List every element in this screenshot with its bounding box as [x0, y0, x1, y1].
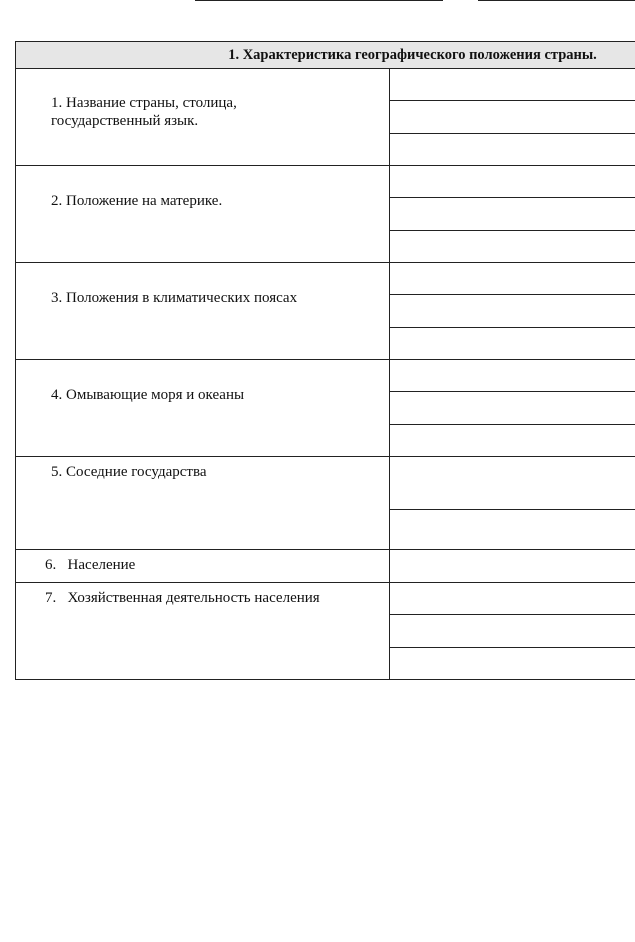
row-label: 7. Хозяйственная деятельность населения [16, 583, 390, 679]
signature-line-left [195, 0, 443, 1]
row-label: 4. Омывающие моря и океаны [16, 360, 390, 456]
row-label: 5. Соседние государства [16, 457, 390, 549]
worksheet-table [15, 41, 635, 680]
answer-line[interactable] [390, 198, 635, 230]
answer-line[interactable] [390, 360, 635, 392]
answer-line[interactable] [390, 263, 635, 295]
answer-cells [390, 457, 635, 549]
answer-cells [390, 69, 635, 165]
answer-cells [390, 550, 635, 582]
answer-line[interactable] [390, 328, 635, 359]
answer-cells [390, 263, 635, 359]
table-title: 1. Характеристика географического положения страны. [228, 46, 597, 63]
answer-line[interactable] [390, 69, 635, 101]
answer-cells [390, 166, 635, 262]
answer-line[interactable] [390, 550, 635, 582]
table-row-population [15, 550, 635, 583]
table-row-economic-activity [15, 583, 635, 680]
answer-line[interactable] [390, 457, 635, 510]
answer-line[interactable] [390, 231, 635, 262]
answer-cells [390, 583, 635, 679]
answer-line[interactable] [390, 583, 635, 615]
answer-line[interactable] [390, 615, 635, 647]
answer-cells [390, 360, 635, 456]
answer-line[interactable] [390, 392, 635, 424]
answer-line[interactable] [390, 166, 635, 198]
answer-line[interactable] [390, 134, 635, 165]
row-label: 3. Положения в климатических поясах [16, 263, 390, 359]
table-row-country-name [15, 69, 635, 166]
row-label: 1. Название страны, столица, государственный язык. [16, 69, 390, 165]
signature-line-right [478, 0, 635, 1]
answer-line[interactable] [390, 101, 635, 133]
table-row-neighbors [15, 457, 635, 550]
answer-line[interactable] [390, 510, 635, 549]
answer-line[interactable] [390, 295, 635, 327]
table-row-continent-position [15, 166, 635, 263]
answer-line[interactable] [390, 425, 635, 456]
row-label: 6. Население [16, 550, 390, 582]
table-row-seas-oceans [15, 360, 635, 457]
answer-line[interactable] [390, 648, 635, 679]
table-header [15, 41, 635, 69]
row-label: 2. Положение на материке. [16, 166, 390, 262]
table-row-climate-zones [15, 263, 635, 360]
